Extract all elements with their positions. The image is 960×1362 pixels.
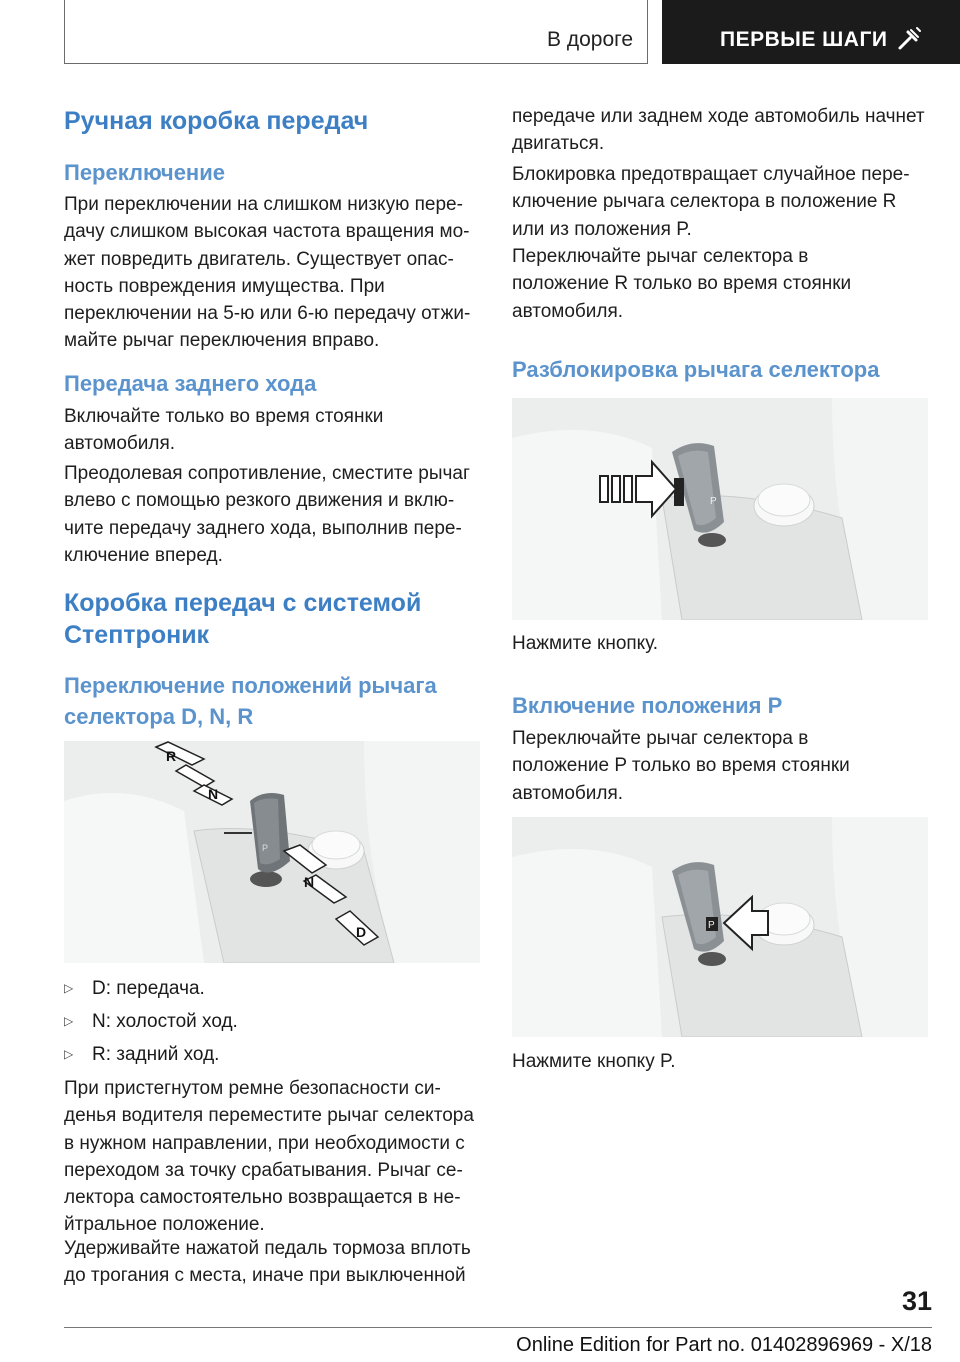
- selector-illustration: [64, 741, 480, 963]
- unlock-illustration: [512, 398, 928, 620]
- text-line: положение P только во время стоянки: [512, 755, 850, 777]
- text-line: Переключайте рычаг селектора в: [512, 728, 809, 749]
- subtitle-unlock-selector: Разблокировка рычага селектора: [512, 357, 880, 382]
- text-line: майте рычаг переключения вправо.: [64, 330, 380, 352]
- road-assist-icon: [896, 26, 922, 52]
- text-line: При пристегнутом ремне безопасности си-: [64, 1078, 441, 1099]
- page-number: 31: [901, 1286, 932, 1316]
- caption-unlock: Нажмите кнопку.: [512, 633, 659, 654]
- text-line: Преодолевая сопротивление, сместите рычаг: [64, 463, 470, 484]
- footer-edition: Online Edition for Part no. 01402896969 - X/18: [516, 1334, 932, 1356]
- bullet-triangle-icon: ▷: [64, 981, 74, 995]
- subtitle-line: селектора D, N, R: [64, 704, 254, 729]
- label-p-lever: P: [262, 843, 269, 853]
- text-line: или из положения P.: [512, 218, 692, 240]
- bullet-triangle-icon: ▷: [64, 1014, 74, 1028]
- header-chapter-label: ПЕРВЫЕ ШАГИ: [720, 28, 888, 51]
- subtitle-switching: Переключение: [64, 160, 225, 185]
- label-p-lever-2: P: [710, 496, 717, 507]
- label-p-button: P: [708, 920, 715, 931]
- text-line: лектора самостоятельно возвращается в не-: [64, 1187, 461, 1209]
- bullet-item-d: [64, 975, 480, 1002]
- paragraph-continued-3: [512, 243, 851, 325]
- text-line: денья водителя переместите рычаг селектора: [64, 1105, 474, 1127]
- text-line: передаче или заднем ходе автомобиль начнет: [512, 106, 925, 127]
- text-line: Удерживайте нажатой педаль тормоза вплоть: [64, 1238, 471, 1259]
- paragraph-park: [512, 725, 850, 807]
- bullet-item-n: [64, 1008, 480, 1035]
- text-line: влево с помощью резкого движения и вклю-: [64, 490, 455, 512]
- text-line: ность повреждения имущества. При: [64, 275, 385, 297]
- text-line: Переключайте рычаг селектора в: [512, 246, 809, 267]
- text-line: автомобиля.: [512, 782, 624, 804]
- text-line: ключение рычага селектора в положение R: [512, 191, 897, 213]
- text-line: дачу слишком высокая частота вращения мо-: [64, 221, 470, 243]
- text-line: автомобиля.: [512, 300, 624, 322]
- text-line: йтральное положение.: [64, 1214, 265, 1236]
- subtitle-selector-positions: [64, 670, 437, 732]
- bullet-triangle-icon: ▷: [64, 1047, 74, 1061]
- paragraph-continued-1: [512, 103, 925, 158]
- title-line: Коробка передач с системой: [64, 589, 422, 617]
- text-line: до трогания с места, иначе при выключенной: [64, 1265, 466, 1287]
- text-line: Блокировка предотвращает случайное пере-: [512, 164, 910, 185]
- text-line: положение R только во время стоянки: [512, 273, 852, 295]
- header-section-box: [64, 0, 648, 64]
- text-line: При переключении на слишком низкую пере-: [64, 194, 463, 215]
- park-illustration: [512, 817, 928, 1037]
- bullet-text: R: задний ход.: [92, 1044, 220, 1065]
- figure-park-button: [512, 817, 928, 1037]
- text-line: жет повредить двигатель. Существует опас-: [64, 248, 454, 270]
- label-d: D: [356, 924, 367, 940]
- text-line: ключение вперед.: [64, 544, 223, 566]
- subtitle-park-position: Включение положения P: [512, 693, 783, 718]
- paragraph-switching: [64, 191, 470, 355]
- title-line: Стептроник: [64, 621, 210, 649]
- footer-divider: [64, 1327, 932, 1328]
- paragraph-reverse-2: [64, 460, 470, 569]
- text-line: переходом за точку срабатывания. Рычаг се-: [64, 1159, 463, 1181]
- text-line: Включайте только во время стоянки: [64, 406, 384, 427]
- bullet-text: D: передача.: [92, 978, 205, 999]
- caption-park: Нажмите кнопку P.: [512, 1051, 676, 1072]
- text-line: переключении на 5-ю или 6-ю передачу отжи-: [64, 303, 471, 325]
- paragraph-after-bullets-2: [64, 1235, 471, 1290]
- text-line: чите передачу заднего хода, выполнив пере-: [64, 517, 462, 539]
- paragraph-reverse-1: [64, 403, 383, 458]
- subtitle-line: Переключение положений рычага: [64, 673, 437, 698]
- text-line: в нужном направлении, при необходимости с: [64, 1132, 465, 1154]
- label-n-bottom: N: [304, 874, 315, 890]
- label-r: R: [166, 748, 177, 764]
- text-line: двигаться.: [512, 133, 605, 155]
- header-chapter-box: [662, 0, 960, 64]
- text-line: автомобиля.: [64, 433, 176, 455]
- figure-unlock-button: [512, 398, 928, 620]
- bullet-item-r: [64, 1041, 480, 1068]
- figure-selector-drn: [64, 741, 480, 963]
- label-n-top: N: [208, 786, 219, 802]
- subtitle-reverse: Передача заднего хода: [64, 371, 317, 396]
- paragraph-after-bullets-1: [64, 1075, 474, 1239]
- header-section-label: В дороге: [546, 28, 633, 51]
- bullet-text: N: холостой ход.: [92, 1011, 238, 1032]
- title-steptronic: [64, 587, 421, 651]
- paragraph-continued-2: [512, 161, 910, 243]
- title-manual-gearbox: Ручная коробка передач: [64, 107, 369, 135]
